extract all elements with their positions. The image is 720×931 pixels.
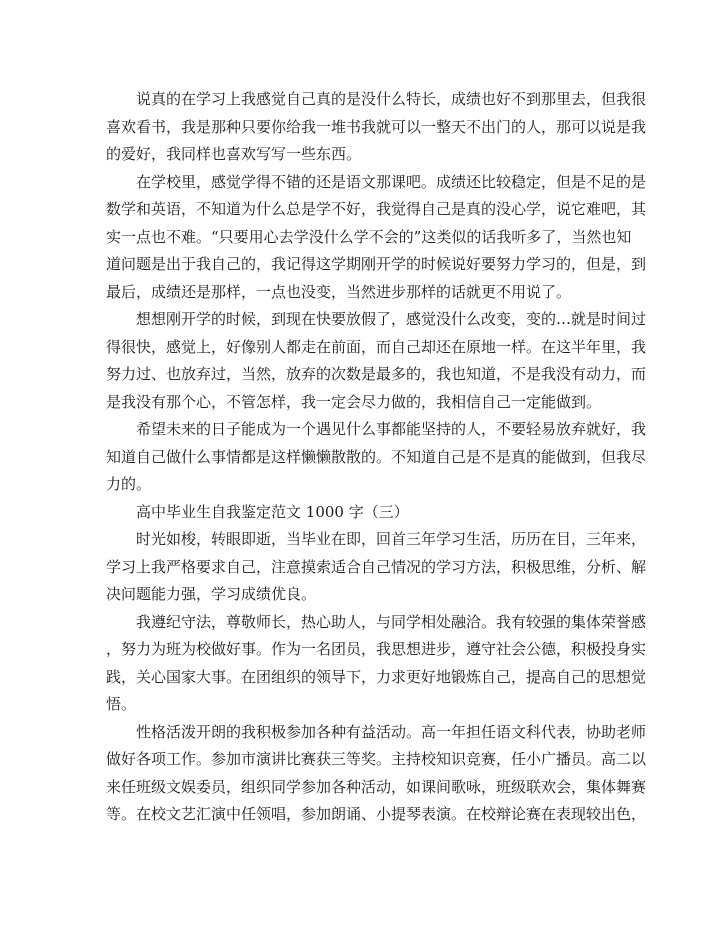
paragraph-6 — [106, 609, 647, 719]
text-line: 数学和英语，不知道为什么总是学不好，我觉得自己是真的没心学，说它难吧，其 — [106, 200, 647, 218]
text-line: 努力过、也放弃过，当然，放弃的次数是最多的，我也知道，不是我没有动力，而 — [106, 365, 647, 383]
text-line: 性格活泼开朗的我积极参加各种有益活动。高一年担任语文科代表，协助老师 — [136, 722, 647, 741]
document-page — [106, 86, 647, 829]
paragraph-5 — [106, 526, 647, 609]
heading-text: 高中毕业生自我鉴定范文 1000 字（三） — [136, 502, 409, 521]
text-line: 想想刚开学的时候，到现在快要放假了，感觉没什么改变，变的…就是时间过 — [136, 310, 647, 328]
section-heading — [106, 499, 616, 527]
text-line: 学习上我严格要求自己，注意摸索适合自己情况的学习方法，积极思维，分析、解 — [106, 557, 647, 576]
paragraph-7 — [106, 719, 647, 829]
text-line: 喜欢看书，我是那种只要你给我一堆书我就可以一整天不出门的人，那可以说是我 — [106, 117, 647, 136]
paragraph-4 — [106, 416, 647, 499]
text-line: 道问题是出于我自己的，我记得这学期刚开学的时候说好要努力学习的，但是，到 — [106, 255, 647, 273]
text-line: 力的。 — [106, 475, 152, 493]
text-line: 悟。 — [106, 695, 137, 713]
text-line: 时光如梭，转眼即逝，当毕业在即，回首三年学习生活，历历在目，三年来， — [136, 530, 647, 548]
text-line: 实一点也不难。“只要用心去学没什么学不会的”这类似的话我听多了，当然也知 — [106, 227, 632, 246]
text-line: 的爱好，我同样也喜欢写写一些东西。 — [106, 145, 362, 163]
text-line: 来任班级文娱委员，组织同学参加各种活动，如课间歌咏，班级联欢会，集体舞赛 — [106, 777, 647, 796]
text-line: 践，关心国家大事。在团组织的领导下，力求更好地锻炼自己，提高自己的思想觉 — [106, 667, 647, 686]
text-line: 说真的在学习上我感觉自己真的是没什么特长，成绩也好不到那里去，但我很 — [136, 90, 647, 108]
text-line: 等。在校文艺汇演中任领唱，参加朗诵、小提琴表演。在校辩论赛在表现较出色， — [106, 805, 647, 823]
paragraph-1 — [106, 86, 647, 169]
text-line: 知道自己做什么事情都是这样懒懒散散的。不知道自己是不是真的能做到，但我尽 — [106, 447, 647, 466]
text-line: 最后，成绩还是那样，一点也没变，当然进步那样的话就更不用说了。 — [106, 282, 572, 301]
text-line: ，努力为班为校做好事。作为一名团员，我思想进步，遵守社会公德，积极投身实 — [106, 640, 647, 658]
text-line: 我遵纪守法，尊敬师长，热心助人，与同学相处融洽。我有较强的集体荣誉感 — [136, 612, 647, 631]
text-line: 做好各项工作。参加市演讲比赛获三等奖。主持校知识竞赛，任小广播员。高二以 — [106, 750, 647, 768]
text-line: 决问题能力强，学习成绩优良。 — [106, 585, 317, 603]
paragraph-3 — [106, 306, 647, 416]
text-line: 是我没有那个心，不管怎样，我一定会尽力做的，我相信自己一定能做到。 — [106, 392, 602, 411]
text-line: 得很快，感觉上，好像别人都走在前面，而自己却还在原地一样。在这半年里，我 — [106, 337, 647, 356]
text-line: 希望未来的日子能成为一个遇见什么事都能坚持的人，不要轻易放弃就好，我 — [136, 420, 647, 438]
text-line: 在学校里，感觉学得不错的还是语文那课吧。成绩还比较稳定，但是不足的是 — [136, 172, 647, 191]
paragraph-2 — [106, 169, 647, 307]
